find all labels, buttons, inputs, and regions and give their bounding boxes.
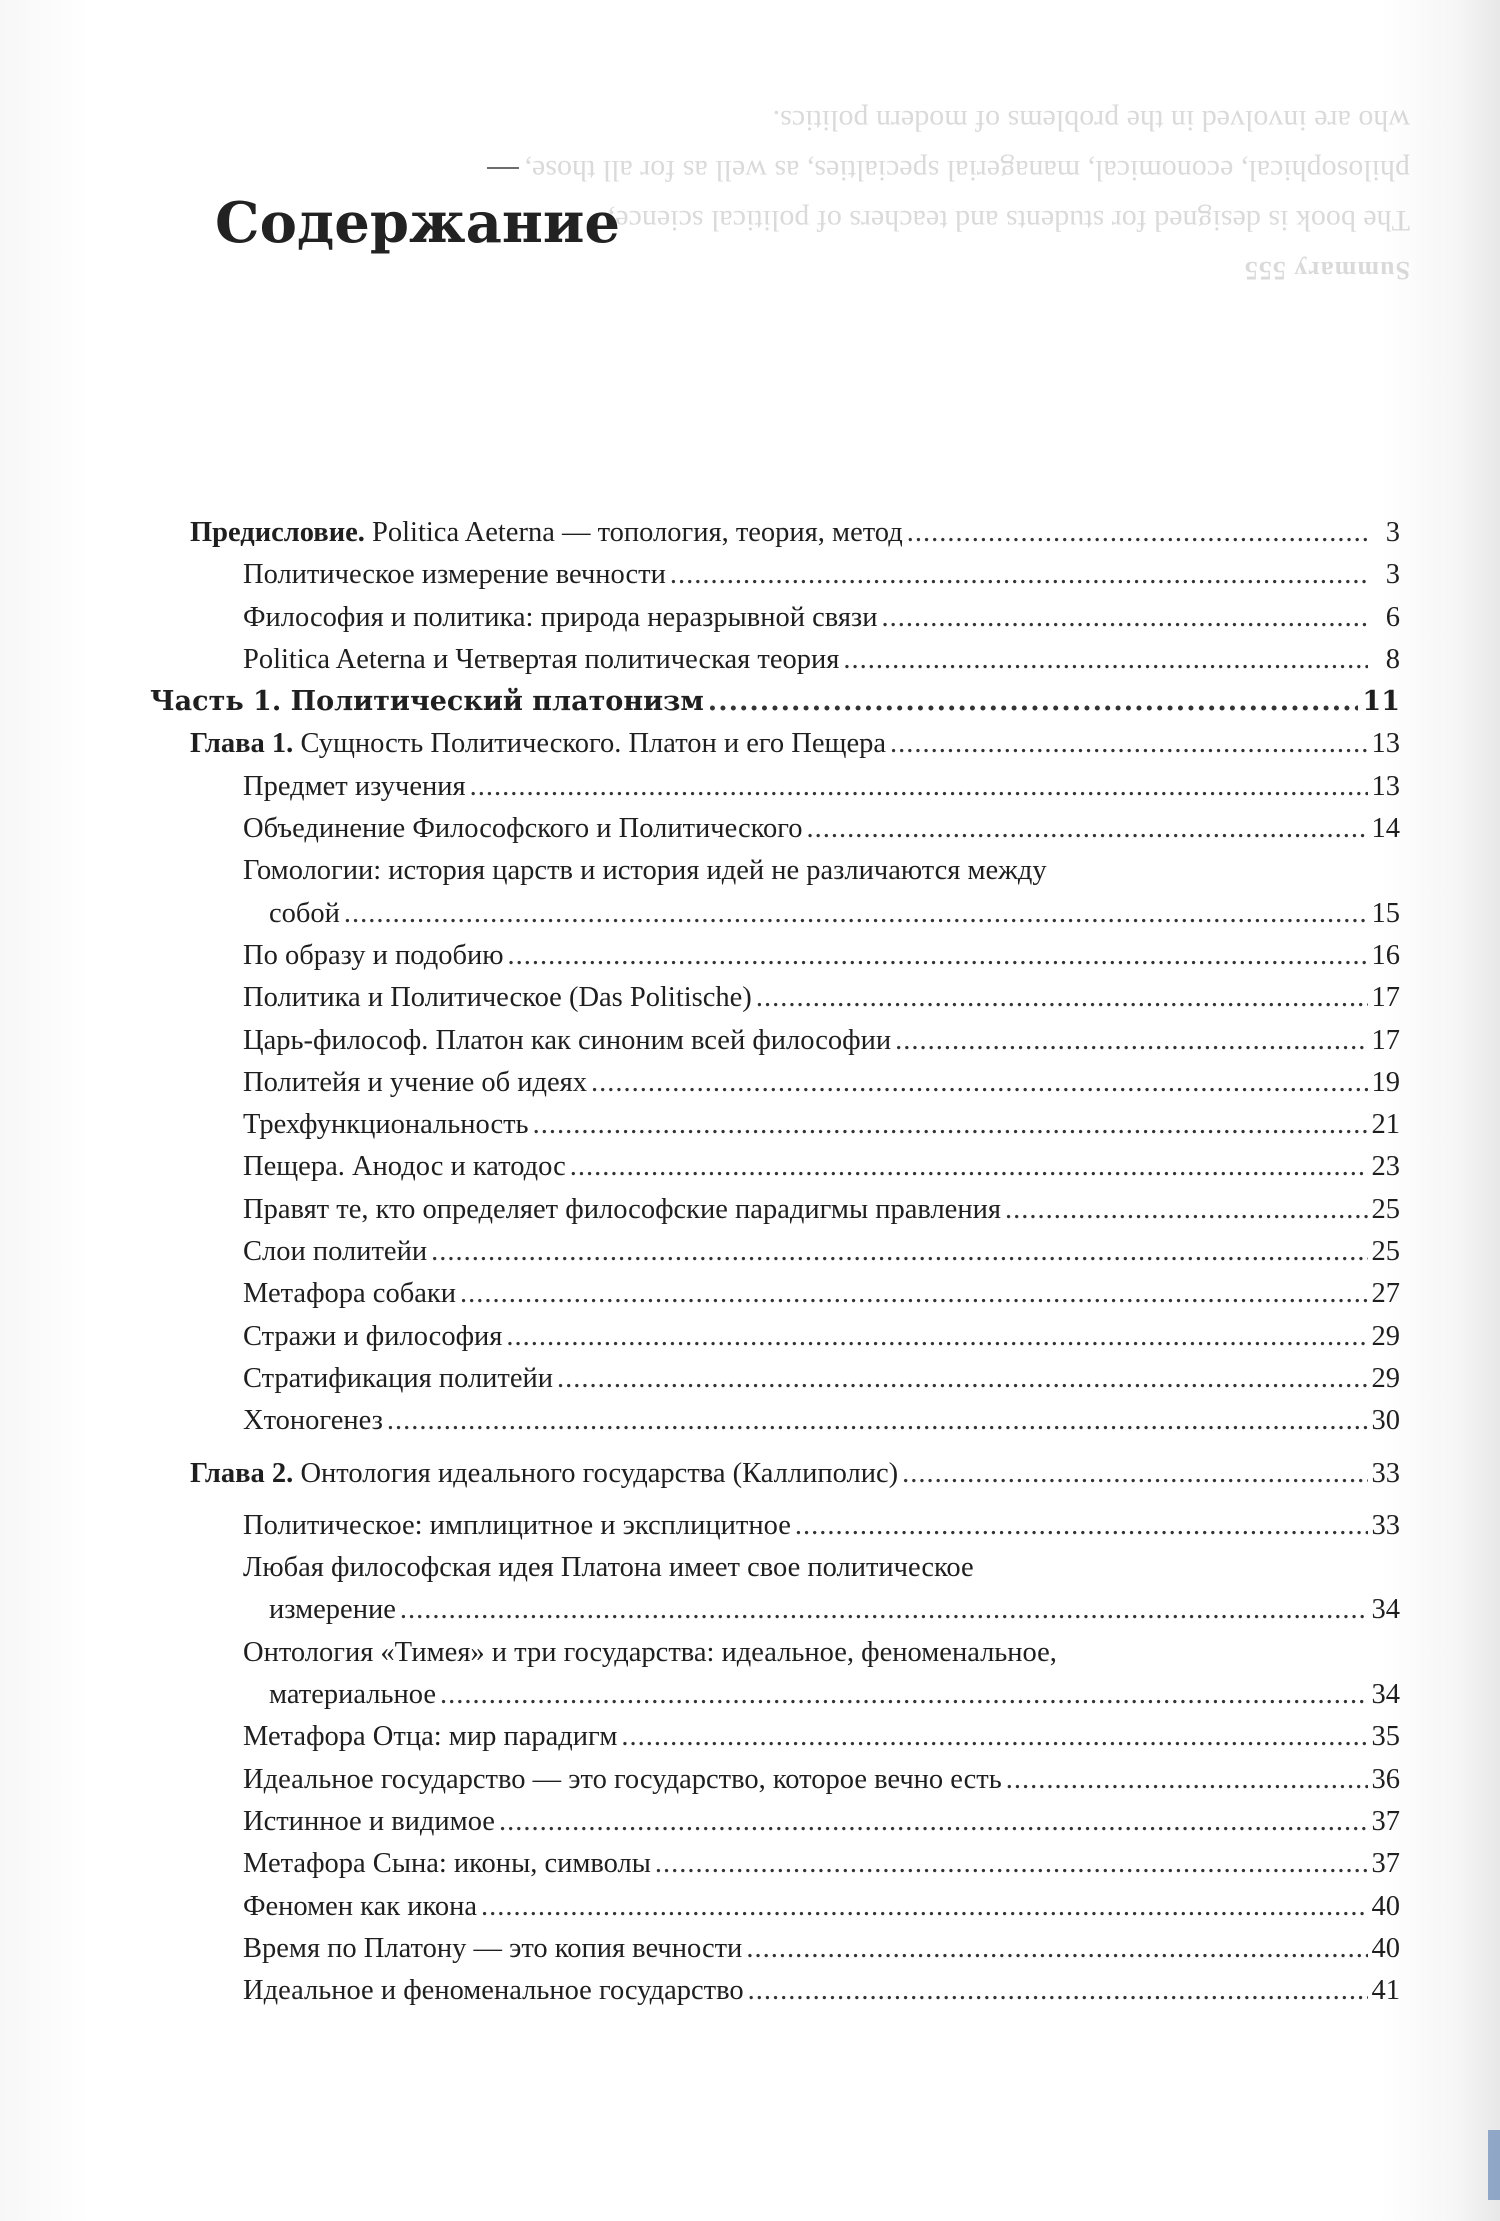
toc-entry-text: Правят те, кто определяет философские парадигмы правления (243, 1193, 1001, 1225)
page-title: Содержание (215, 190, 621, 256)
toc-entry[interactable] (150, 1020, 1400, 1062)
toc-page-number: 23 (1371, 1151, 1400, 1183)
toc-page-number: 29 (1371, 1320, 1400, 1352)
toc-entry-lead: Предисловие. (190, 517, 365, 548)
toc-page-number: 33 (1371, 1509, 1400, 1541)
toc-entry[interactable] (150, 935, 1400, 977)
toc-entry-title (243, 1928, 742, 1970)
toc-dot-leader (344, 893, 1368, 935)
toc-entry-title (243, 1146, 566, 1188)
bleed-running-head: Summary 555 (1243, 256, 1410, 285)
toc-entry[interactable] (150, 808, 1400, 850)
toc-entry-text: Политика и Политическое (Das Politische) (243, 982, 752, 1014)
toc-entry-title (243, 597, 877, 639)
toc-entry-text: Пещера. Анодос и катодос (243, 1151, 566, 1183)
toc-entry-title (243, 1801, 495, 1843)
toc-page-number: 3 (1385, 559, 1400, 591)
toc-gap (150, 1443, 1400, 1453)
toc-page-number: 37 (1371, 1848, 1400, 1880)
toc-dot-leader (746, 1928, 1367, 1970)
toc-entry[interactable] (150, 1358, 1400, 1400)
toc-dot-leader (843, 639, 1368, 681)
toc-entry-text: Политическое: имплицитное и эксплицитное (243, 1509, 791, 1541)
toc-page-number: 17 (1371, 1024, 1400, 1056)
toc-dot-leader (557, 1358, 1367, 1400)
toc-entry-title (243, 1400, 383, 1442)
toc-entry-text: Время по Платону — это копия вечности (243, 1932, 743, 1964)
toc-page-number: 29 (1371, 1362, 1400, 1394)
toc-entry-text: Политейя и учение об идеях (243, 1066, 588, 1098)
toc-dot-leader (481, 1886, 1367, 1928)
toc-entry-text: Politica Aeterna и Четвертая политическая теория (243, 643, 840, 675)
toc-entry[interactable] (150, 1716, 1400, 1758)
toc-entry-title (269, 1589, 396, 1631)
table-of-contents (150, 512, 1400, 2012)
toc-dot-leader (890, 723, 1367, 765)
toc-dot-leader (387, 1400, 1368, 1442)
toc-entry[interactable] (150, 1453, 1400, 1495)
toc-dot-leader (506, 1316, 1367, 1358)
toc-dot-leader (708, 681, 1359, 723)
toc-entry[interactable] (150, 1316, 1400, 1358)
toc-dot-leader (570, 1146, 1368, 1188)
toc-page-number: 33 (1371, 1457, 1400, 1489)
toc-page-number: 37 (1371, 1805, 1400, 1837)
toc-entry-title (243, 977, 752, 1019)
toc-entry-text: Метафора Отца: мир парадигм (243, 1721, 618, 1753)
toc-dot-leader (533, 1104, 1368, 1146)
toc-entry-text: Хтоногенез (243, 1405, 383, 1437)
toc-page-number: 34 (1371, 1594, 1400, 1626)
toc-dot-leader (1005, 1189, 1368, 1231)
toc-entry-title (243, 935, 504, 977)
toc-entry-title (269, 1674, 436, 1716)
toc-entry-title (243, 1358, 553, 1400)
toc-entry[interactable] (150, 681, 1400, 723)
toc-entry[interactable] (150, 1928, 1400, 1970)
bleed-line-2: philosophical, economical, managerial specialties, as well as for all those, (524, 154, 1410, 187)
toc-dot-leader (881, 597, 1368, 639)
toc-entry[interactable] (150, 1801, 1400, 1843)
toc-entry-title (243, 1189, 1001, 1231)
toc-entry[interactable] (150, 1231, 1400, 1273)
toc-entry[interactable] (269, 1674, 1400, 1716)
toc-entry-title (243, 1316, 502, 1358)
top-rule (487, 167, 519, 169)
toc-entry-title (150, 681, 704, 723)
toc-entry-title (243, 1020, 891, 1062)
page-edge-shadow (1455, 0, 1500, 2221)
toc-entry-text: Метафора Сына: иконы, символы (243, 1848, 651, 1880)
toc-entry-text: Политическое измерение вечности (243, 559, 666, 591)
toc-entry-text: Царь-философ. Платон как синоним всей философии (243, 1024, 892, 1056)
toc-entry[interactable] (150, 1505, 1400, 1547)
toc-dot-leader (1006, 1759, 1368, 1801)
toc-entry-wrapped[interactable] (150, 1632, 1400, 1717)
toc-entry-title (243, 766, 466, 808)
toc-entry-title (243, 639, 839, 681)
toc-entry-title (243, 1505, 791, 1547)
toc-entry[interactable] (150, 512, 1400, 554)
toc-entry-title (243, 808, 803, 850)
toc-entry-title (243, 1843, 651, 1885)
toc-entry[interactable] (150, 1062, 1400, 1104)
toc-dot-leader (670, 554, 1368, 596)
toc-entry-lead: Глава 2. (190, 1457, 294, 1489)
toc-entry-text: Метафора собаки (243, 1278, 456, 1310)
toc-entry-text: собой (269, 897, 340, 929)
toc-entry-title (243, 1970, 744, 2012)
toc-page-number: 3 (1385, 517, 1400, 548)
toc-entry-first-line: Онтология «Тимея» и три государства: идеальное, феноменальное, (243, 1636, 1057, 1668)
toc-dot-leader (748, 1970, 1368, 2012)
toc-page-number: 27 (1371, 1278, 1400, 1310)
toc-entry[interactable] (150, 723, 1400, 765)
toc-dot-leader (807, 808, 1368, 850)
toc-entry-title (190, 723, 886, 765)
toc-dot-leader (508, 935, 1368, 977)
toc-dot-leader (431, 1231, 1367, 1273)
toc-page-number: 41 (1371, 1975, 1400, 2007)
toc-entry[interactable] (269, 893, 1400, 935)
toc-entry-title (190, 512, 903, 554)
toc-dot-leader (591, 1062, 1367, 1104)
toc-entry-text: Идеальное и феноменальное государство (243, 1975, 744, 2007)
toc-entry[interactable] (150, 1146, 1400, 1188)
toc-page-number: 14 (1371, 813, 1400, 845)
toc-page-number: 19 (1371, 1066, 1400, 1098)
toc-page-number: 13 (1371, 728, 1400, 760)
toc-page-number: 35 (1371, 1721, 1400, 1753)
toc-dot-leader (756, 977, 1368, 1019)
toc-entry-title (243, 1273, 456, 1315)
toc-dot-leader (795, 1505, 1368, 1547)
toc-entry-title (269, 893, 340, 935)
toc-dot-leader (621, 1716, 1367, 1758)
toc-entry-title (190, 1453, 898, 1495)
toc-dot-leader (460, 1273, 1368, 1315)
toc-page-number: 25 (1371, 1193, 1400, 1225)
toc-dot-leader (902, 1453, 1367, 1495)
toc-entry-first-line: Гомологии: история царств и история идей не различаются между (243, 855, 1047, 887)
toc-page-number: 36 (1371, 1763, 1400, 1795)
toc-entry-text: Объединение Философского и Политического (243, 813, 803, 845)
toc-entry-text: Онтология идеального государства (Каллиполис) (293, 1457, 899, 1489)
toc-page-number: 30 (1371, 1405, 1400, 1437)
bleed-line-3: who are involved in the problems of modern politics. (772, 104, 1410, 137)
toc-entry[interactable] (150, 1273, 1400, 1315)
toc-entry-text: Феномен как икона (243, 1890, 478, 1922)
toc-entry-text: Стражи и философия (243, 1320, 503, 1352)
toc-entry[interactable] (150, 1189, 1400, 1231)
toc-dot-leader (499, 1801, 1368, 1843)
toc-entry[interactable] (150, 1400, 1400, 1442)
toc-page-number: 34 (1371, 1679, 1400, 1711)
toc-entry-text: Трехфункциональность (243, 1109, 529, 1141)
toc-entry-text: Сущность Политического. Платон и его Пещера (293, 728, 887, 760)
toc-entry-first-line: Любая философская идея Платона имеет свое политическое (243, 1552, 974, 1584)
toc-page-number: 13 (1371, 770, 1400, 802)
toc-entry-text: Слои политейи (243, 1236, 428, 1268)
toc-entry-title (243, 1231, 427, 1273)
toc-entry[interactable] (150, 1843, 1400, 1885)
toc-page-number: 6 (1385, 601, 1400, 633)
toc-entry[interactable] (150, 1886, 1400, 1928)
toc-entry-wrapped[interactable] (150, 1547, 1400, 1632)
toc-entry-title (243, 1104, 529, 1146)
toc-entry-wrapped[interactable] (150, 850, 1400, 935)
toc-gap (150, 1495, 1400, 1505)
toc-entry-text: Часть 1. Политический платонизм (150, 686, 704, 718)
toc-entry[interactable] (150, 597, 1400, 639)
toc-entry-title (243, 1759, 1002, 1801)
bleed-line-1: The book is designed for students and teachers of political science, (607, 204, 1410, 237)
toc-entry-text: Предмет изучения (243, 770, 466, 802)
page-tab-marker (1488, 2130, 1500, 2200)
toc-entry-title (243, 554, 666, 596)
toc-page-number: 40 (1371, 1932, 1400, 1964)
toc-page-number: 11 (1362, 686, 1400, 718)
toc-entry-title (243, 1886, 477, 1928)
toc-page-number: 17 (1371, 982, 1400, 1014)
toc-page-number: 16 (1371, 939, 1400, 971)
toc-entry-text: Философия и политика: природа неразрывной связи (243, 601, 878, 633)
toc-entry[interactable] (150, 554, 1400, 596)
toc-entry[interactable] (150, 977, 1400, 1019)
toc-entry[interactable] (150, 639, 1400, 681)
toc-entry-text: материальное (269, 1679, 436, 1711)
toc-dot-leader (907, 512, 1368, 554)
toc-entry-text: Politica Aeterna — топология, теория, метод (364, 517, 903, 548)
toc-entry[interactable] (150, 766, 1400, 808)
toc-entry-title (243, 1716, 617, 1758)
toc-page-number: 8 (1385, 643, 1400, 675)
toc-page-number: 21 (1371, 1109, 1400, 1141)
toc-dot-leader (895, 1020, 1367, 1062)
toc-entry-text: измерение (269, 1594, 396, 1626)
toc-entry-text: Истинное и видимое (243, 1805, 495, 1837)
toc-entry[interactable] (150, 1104, 1400, 1146)
toc-entry-text: По образу и подобию (243, 939, 504, 971)
toc-entry-text: Идеальное государство — это государство, которое вечно есть (243, 1763, 1002, 1795)
toc-entry[interactable] (150, 1759, 1400, 1801)
toc-page-number: 40 (1371, 1890, 1400, 1922)
toc-entry-lead: Глава 1. (190, 728, 294, 760)
toc-entry-text: Стратификация политейи (243, 1362, 554, 1394)
toc-dot-leader (655, 1843, 1368, 1885)
toc-page-number: 25 (1371, 1236, 1400, 1268)
toc-dot-leader (470, 766, 1368, 808)
toc-dot-leader (440, 1674, 1368, 1716)
toc-dot-leader (400, 1589, 1368, 1631)
toc-entry-title (243, 1062, 587, 1104)
toc-page-number: 15 (1371, 897, 1400, 929)
toc-entry[interactable] (150, 1970, 1400, 2012)
toc-entry[interactable] (269, 1589, 1400, 1631)
